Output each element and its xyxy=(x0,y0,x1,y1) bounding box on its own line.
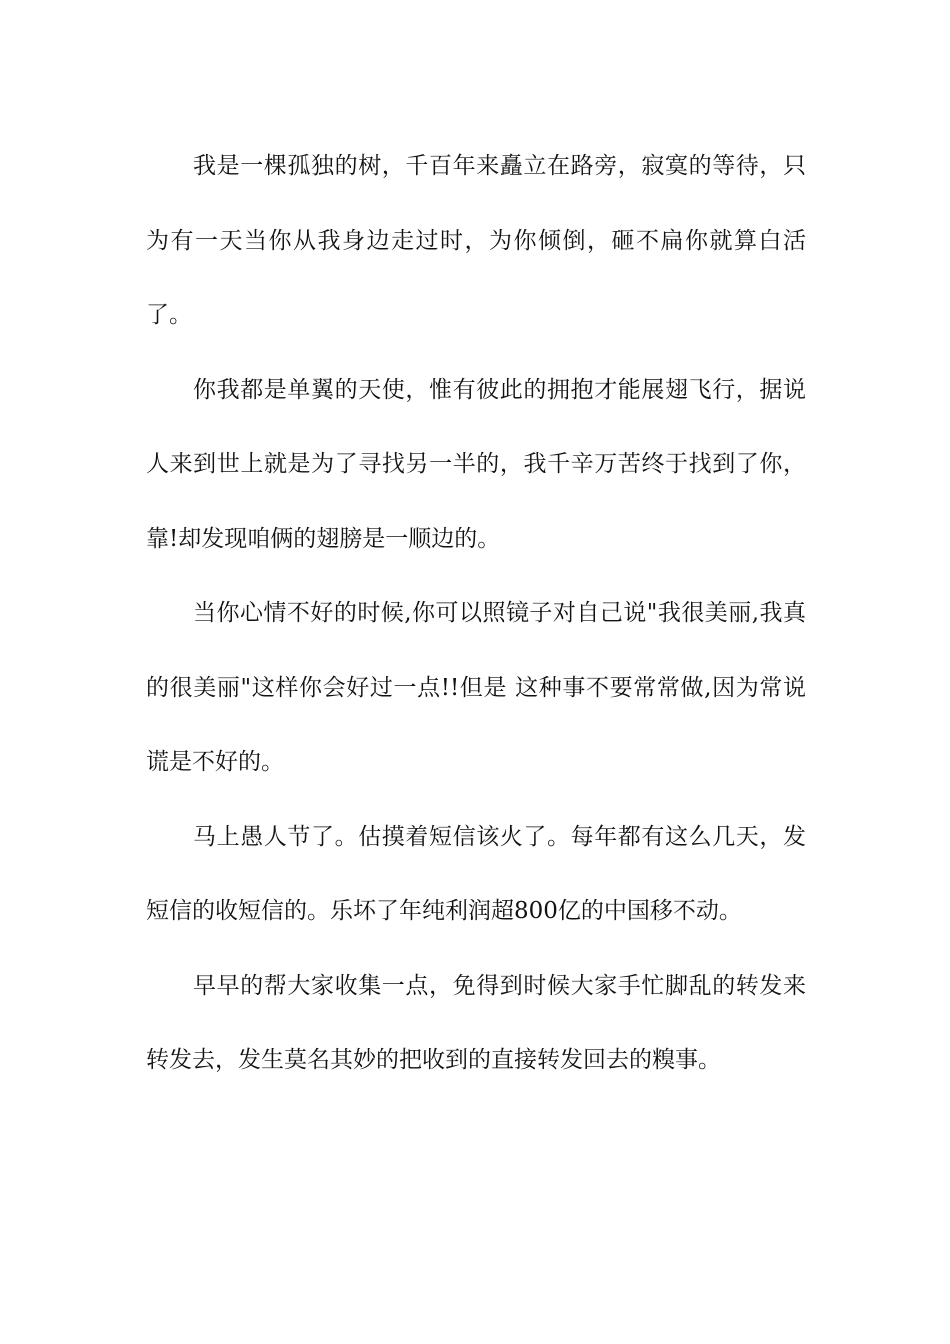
paragraph-4: 马上愚人节了。估摸着短信该火了。每年都有这么几天，发短信的收短信的。乐坏了年纯利润超800亿的中国移不动。 xyxy=(146,823,806,924)
paragraph-2: 你我都是单翼的天使，惟有彼此的拥抱才能展翅飞行，据说人来到世上就是为了寻找另一半的，我千辛万苦终于找到了你，靠!却发现咱俩的翅膀是一顺边的。 xyxy=(146,376,806,552)
paragraph-1: 我是一棵孤独的树，千百年来矗立在路旁，寂寞的等待，只为有一天当你从我身边走过时，为你倾倒，砸不扁你就算白活了。 xyxy=(146,153,806,328)
document-body xyxy=(146,129,806,1098)
paragraph-5: 早早的帮大家收集一点，免得到时候大家手忙脚乱的转发来转发去，发生莫名其妙的把收到的直接转发回去的糗事。 xyxy=(146,972,806,1073)
paragraph-3: 当你心情不好的时候,你可以照镜子对自己说"我很美丽,我真的很美丽"这样你会好过一点!!但是 这种事不要常常做,因为常说谎是不好的。 xyxy=(146,600,806,775)
